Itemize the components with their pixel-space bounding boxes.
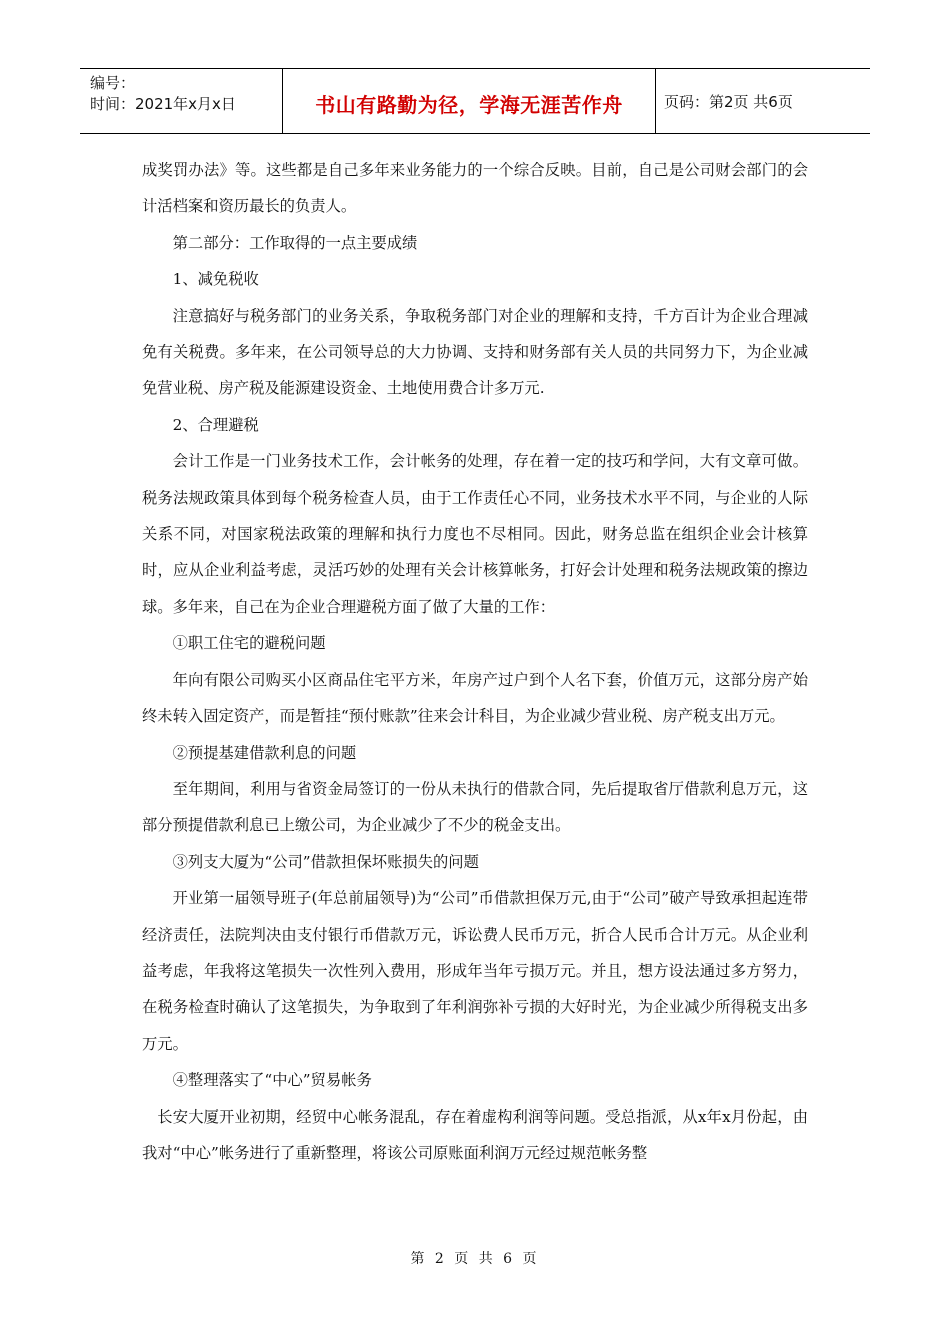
body-paragraph: 长安大厦开业初期，经贸中心帐务混乱，存在着虚构利润等问题。受总指派，从x年x月份起，由我对“中心”帐务进行了重新整理，将该公司原账面利润万元经过规范帐务整 xyxy=(142,1107,808,1162)
body-paragraph: 1、减免税收 xyxy=(172,270,259,289)
page-footer: 第 2 页 共 6 页 xyxy=(410,1251,540,1267)
body-paragraph: ②预提基建借款利息的问题 xyxy=(172,743,357,762)
header-motto: 书山有路勤为径，学海无涯苦作舟 xyxy=(283,69,656,133)
document-time-label: 时间：2021年x月x日 xyxy=(90,95,236,113)
header-meta-cell xyxy=(80,69,283,133)
body-paragraph: 年向有限公司购买小区商品住宅平方米，年房产过户到个人名下套，价值万元，这部分房产始终未转入固定资产，而是暂挂“预付账款”往来会计科目，为企业减少营业税、房产税支出万元。 xyxy=(142,670,808,726)
page-header xyxy=(80,68,870,134)
body-paragraph: ①职工住宅的避税问题 xyxy=(172,634,326,653)
body-paragraph: 开业第一届领导班子(年总前届领导)为“公司”币借款担保万元,由于“公司”破产导致承担起连带经济责任，法院判决由支付银行币借款万元，诉讼费人民币万元，折合人民币合计万元。从企业利益考虑，年我将这笔损失一次性列入费用，形成年当年亏损万元。并且，想方设法通过多方努力，在税务检查时确认了这笔损失，为争取到了年利润弥补亏损的大好时光，为企业减少所得税支出多万元。 xyxy=(142,889,808,1053)
body-paragraph: 注意搞好与税务部门的业务关系，争取税务部门对企业的理解和支持，千方百计为企业合理减免有关税费。多年来，在公司领导总的大力协调、支持和财务部有关人员的共同努力下，为企业减免营业税、房产税及能源建设资金、土地使用费合计多万元. xyxy=(142,306,808,398)
document-body xyxy=(142,152,808,1171)
body-paragraph: 会计工作是一门业务技术工作，会计帐务的处理，存在着一定的技巧和学问，大有文章可做。税务法规政策具体到每个税务检查人员，由于工作责任心不同，业务技术水平不同，与企业的人际关系不同，对国家税法政策的理解和执行力度也不尽相同。因此，财务总监在组织企业会计核算时，应从企业利益考虑，灵活巧妙的处理有关会计核算帐务，打好会计处理和税务法规政策的擦边球。多年来，自己在为企业合理避税方面了做了大量的工作： xyxy=(142,452,808,616)
body-paragraph: ③列支大厦为“公司”借款担保坏账损失的问题 xyxy=(172,852,479,871)
body-paragraph: ④整理落实了“中心”贸易帐务 xyxy=(172,1071,372,1090)
body-paragraph: 第二部分：工作取得的一点主要成绩 xyxy=(172,233,418,252)
document-number-label: 编号： xyxy=(90,74,136,92)
body-paragraph: 2、合理避税 xyxy=(172,415,259,434)
header-page-info: 页码：第2页 共6页 xyxy=(664,92,793,111)
body-paragraph: 成奖罚办法》等。这些都是自己多年来业务能力的一个综合反映。目前，自己是公司财会部门的会计活档案和资历最长的负责人。 xyxy=(142,161,808,216)
body-paragraph: 至年期间，利用与省资金局签订的一份从未执行的借款合同，先后提取省厅借款利息万元，这部分预提借款利息已上缴公司，为企业减少了不少的税金支出。 xyxy=(142,779,808,835)
